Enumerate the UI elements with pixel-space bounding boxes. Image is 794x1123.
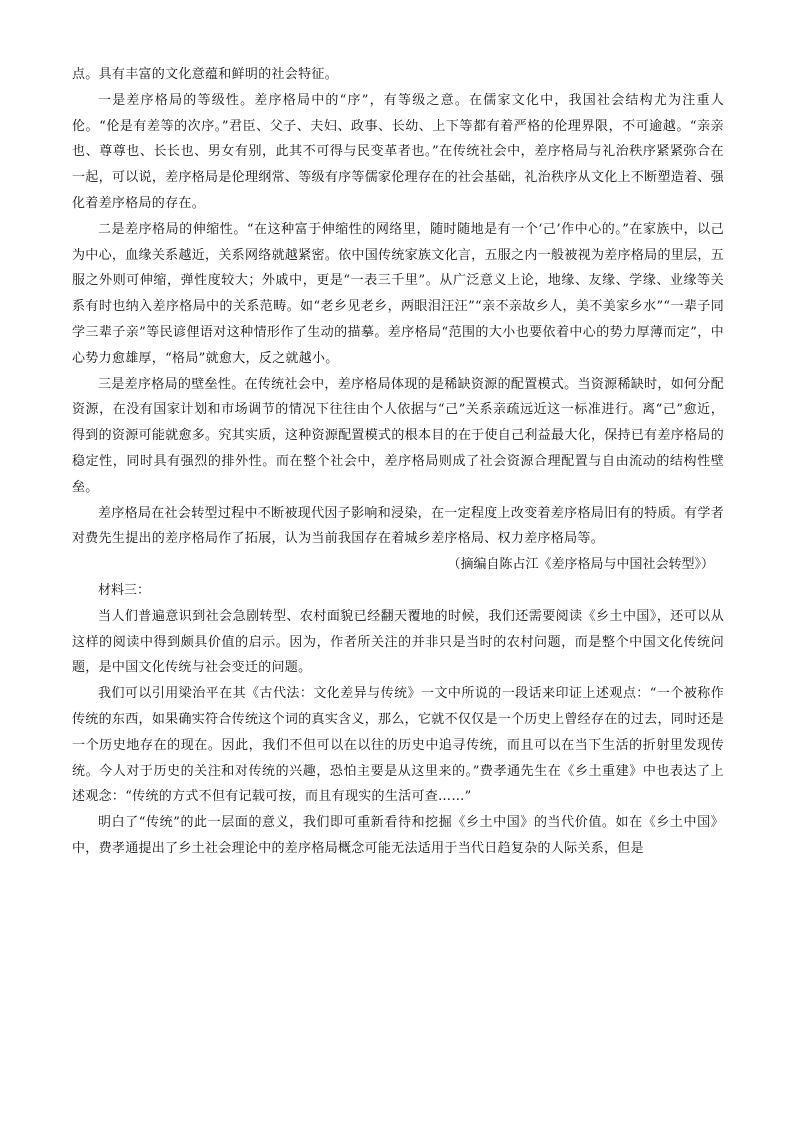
citation: （摘编自陈占江《差序格局与中国社会转型》） [447,557,714,573]
paragraph-rigidity: 三是差序格局的壁垒性。在传统社会中，差序格局体现的是稀缺资源的配置模式。当资源稀缺时，如何分配资源，在没有国家计划和市场调节的情况下往往由个人依据与“己”关系亲疏远近这一标准进行。离“己”愈近，得到的资源可能就愈多。究其实质，这种资源配置模式的根本目的在于使自己利益最大化，保持已有差序格局的稳定性，同时具有强烈的排外性。而在整个社会中，差序格局则成了社会资源合理配置与自由流动的结构性壁垒。 [72,376,724,495]
paragraph-transition: 差序格局在社会转型过程中不断被现代因子影响和浸染，在一定程度上改变着差序格局旧有的特质。有学者对费先生提出的差序格局作了拓展，认为当前我国存在着城乡差序格局、权力差序格局等。 [72,505,724,547]
paragraph-hierarchy: 一是差序格局的等级性。差序格局中的“序”，有等级之意。在儒家文化中，我国社会结构尤为注重人伦。“伦是有差等的次序。”君臣、父子、夫妇、政事、长幼、上下等都有着严格的伦理界限，不可逾越。“亲亲也、尊尊也、长长也、男女有别，此其不可得与民变革者也。”在传统社会中，差序格局与礼治秩序紧紧弥合在一起，可以说，差序格局是伦理纲常、等级有序等儒家伦理存在的社会基础，礼治秩序从文化上不断塑造着、强化着差序格局的存在。 [72,92,724,211]
paragraph-elasticity: 二是差序格局的伸缩性。“在这种富于伸缩性的网络里，随时随地是有一个‘己’作中心的。”在家族中，以己为中心，血缘关系越近，关系网络就越紧密。依中国传统家族文化言，五服之内一般被视为差序格局的里层，五服之外则可伸缩，弹性度较大；外戚中，更是“一表三千里”。从广泛意义上论，地缘、友缘、学缘、业缘等关系有时也纳入差序格局中的关系范畴。如“老乡见老乡，两眼泪汪汪”“亲不亲故乡人，美不美家乡水”“一辈子同学三辈子亲”等民谚俚语对这种情形作了生动的描摹。差序格局“范围的大小也要依着中心的势力厚薄而定”，中心势力愈雄厚，“格局”就愈大，反之就越小。 [72,221,724,366]
paragraph-why-read: 当人们普遍意识到社会急剧转型、农村面貌已经翻天覆地的时候，我们还需要阅读《乡土中国》，还可以从这样的阅读中得到颇具价值的启示。因为，作者所关注的并非只是当时的农村问题，而是整个中国文化传统问题，是中国文化传统与社会变迁的问题。 [72,608,724,676]
paragraph-continuation: 点。具有丰富的文化意蕴和鲜明的社会特征。 [72,67,339,82]
paragraph-tradition: 我们可以引用梁治平在其《古代法：文化差异与传统》一文中所说的一段话来印证上述观点：“一个被称作传统的东西，如果确实符合传统这个词的真实含义，那么，它就不仅仅是一个历史上曾经存在的过去，同时还是一个历史地存在的现在。因此，我们不但可以在以往的历史中追寻传统，而且可以在当下生活的折射里发现传统。今人对于历史的关注和对传统的兴趣，恐怕主要是从这里来的。”费孝通先生在《乡土重建》中也表达了上述观念：“传统的方式不但有记载可按，而且有现实的生活可查……” [72,686,724,805]
paragraph-value: 明白了“传统”的此一层面的意义，我们即可重新看待和挖掘《乡土中国》的当代价值。如在《乡土中国》中，费孝通提出了乡土社会理论中的差序格局概念可能无法适用于当代日趋复杂的人际关系，但是 [72,815,724,856]
material-label: 材料三： [98,582,151,598]
